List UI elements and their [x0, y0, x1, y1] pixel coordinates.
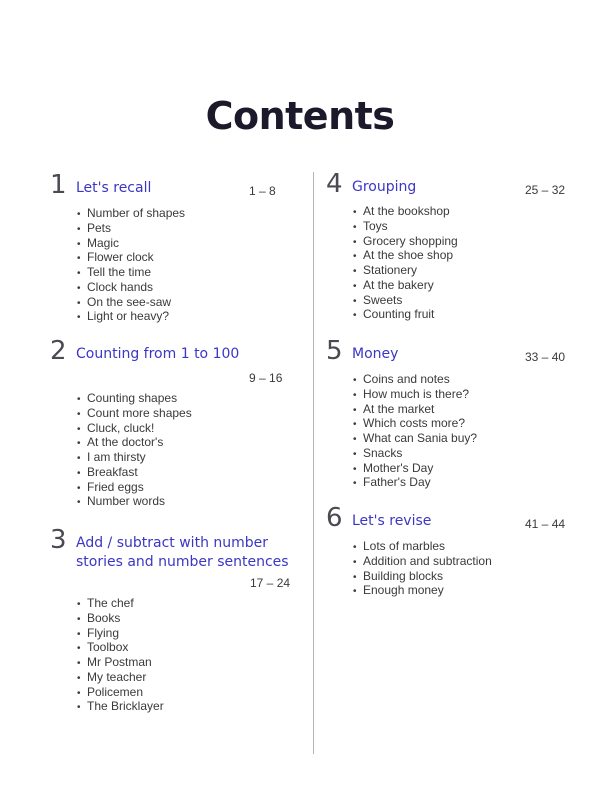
- unit-number: 5: [326, 336, 343, 366]
- list-item: • Fried eggs: [77, 480, 192, 495]
- unit-items: [353, 539, 492, 598]
- unit-pages: 25 – 32: [525, 183, 566, 197]
- list-item: • Cluck, cluck!: [77, 421, 192, 436]
- list-item: • Tell the time: [77, 265, 185, 280]
- list-item: • Clock hands: [77, 280, 185, 295]
- unit-title: [76, 179, 151, 198]
- list-item: • Flower clock: [77, 250, 185, 265]
- list-item: • Stationery: [353, 263, 458, 278]
- list-item: • Number words: [77, 494, 192, 509]
- list-item: • What can Sania buy?: [353, 431, 477, 446]
- unit-pages: 9 – 16: [249, 371, 283, 385]
- unit-title-line: Counting from 1 to 100: [76, 346, 240, 362]
- list-item: • Toolbox: [77, 640, 164, 655]
- unit-number: 6: [326, 503, 343, 533]
- unit-pages: 1 – 8: [249, 184, 276, 198]
- unit-number: 3: [50, 525, 67, 555]
- unit-items: [353, 372, 477, 490]
- list-item: • I am thirsty: [77, 450, 192, 465]
- list-item: • Toys: [353, 219, 458, 234]
- list-item: • The chef: [77, 596, 164, 611]
- list-item: • Policemen: [77, 685, 164, 700]
- list-item: • Pets: [77, 221, 185, 236]
- list-item: • At the shoe shop: [353, 248, 458, 263]
- list-item: • How much is there?: [353, 387, 477, 402]
- unit-title-line: stories and number sentences: [76, 554, 289, 570]
- unit-title: [76, 345, 239, 364]
- list-item: • My teacher: [77, 670, 164, 685]
- list-item: • Breakfast: [77, 465, 192, 480]
- unit-title-line: Let's revise: [352, 513, 432, 529]
- unit-title: [352, 178, 416, 197]
- unit-items: [353, 204, 458, 322]
- unit-items: [77, 391, 192, 509]
- unit-items: [77, 206, 185, 324]
- unit-title: [352, 345, 398, 364]
- list-item: • Enough money: [353, 583, 492, 598]
- unit-items: [77, 596, 164, 714]
- unit-pages: 33 – 40: [525, 350, 566, 364]
- list-item: • Counting fruit: [353, 307, 458, 322]
- list-item: • Coins and notes: [353, 372, 477, 387]
- list-item: • Counting shapes: [77, 391, 192, 406]
- unit-title-line: Let's recall: [76, 180, 152, 196]
- list-item: • At the doctor's: [77, 435, 192, 450]
- unit-title: [352, 512, 431, 531]
- page-title: Contents: [205, 94, 395, 138]
- unit-number: 2: [50, 336, 67, 366]
- list-item: • The Bricklayer: [77, 699, 164, 714]
- unit-number: 4: [326, 169, 343, 199]
- unit-number: 1: [50, 170, 67, 200]
- list-item: • Magic: [77, 236, 185, 251]
- list-item: • At the bakery: [353, 278, 458, 293]
- list-item: • Snacks: [353, 446, 477, 461]
- list-item: • Which costs more?: [353, 416, 477, 431]
- unit-title-line: Grouping: [352, 179, 417, 195]
- list-item: • Grocery shopping: [353, 234, 458, 249]
- list-item: • Count more shapes: [77, 406, 192, 421]
- list-item: • At the market: [353, 402, 477, 417]
- unit-title-line: Money: [352, 346, 399, 362]
- list-item: • Mother's Day: [353, 461, 477, 476]
- list-item: • Building blocks: [353, 569, 492, 584]
- unit-pages: 41 – 44: [525, 517, 566, 531]
- unit-title-line: Add / subtract with number: [76, 535, 269, 551]
- list-item: • At the bookshop: [353, 204, 458, 219]
- list-item: • Mr Postman: [77, 655, 164, 670]
- list-item: • Sweets: [353, 293, 458, 308]
- list-item: • Number of shapes: [77, 206, 185, 221]
- unit-pages: 17 – 24: [250, 576, 291, 590]
- list-item: • Lots of marbles: [353, 539, 492, 554]
- list-item: • Books: [77, 611, 164, 626]
- list-item: • Addition and subtraction: [353, 554, 492, 569]
- list-item: • On the see-saw: [77, 295, 185, 310]
- list-item: • Father's Day: [353, 475, 477, 490]
- unit-title: [76, 534, 289, 572]
- list-item: • Light or heavy?: [77, 309, 185, 324]
- list-item: • Flying: [77, 626, 164, 641]
- column-divider: [313, 172, 314, 754]
